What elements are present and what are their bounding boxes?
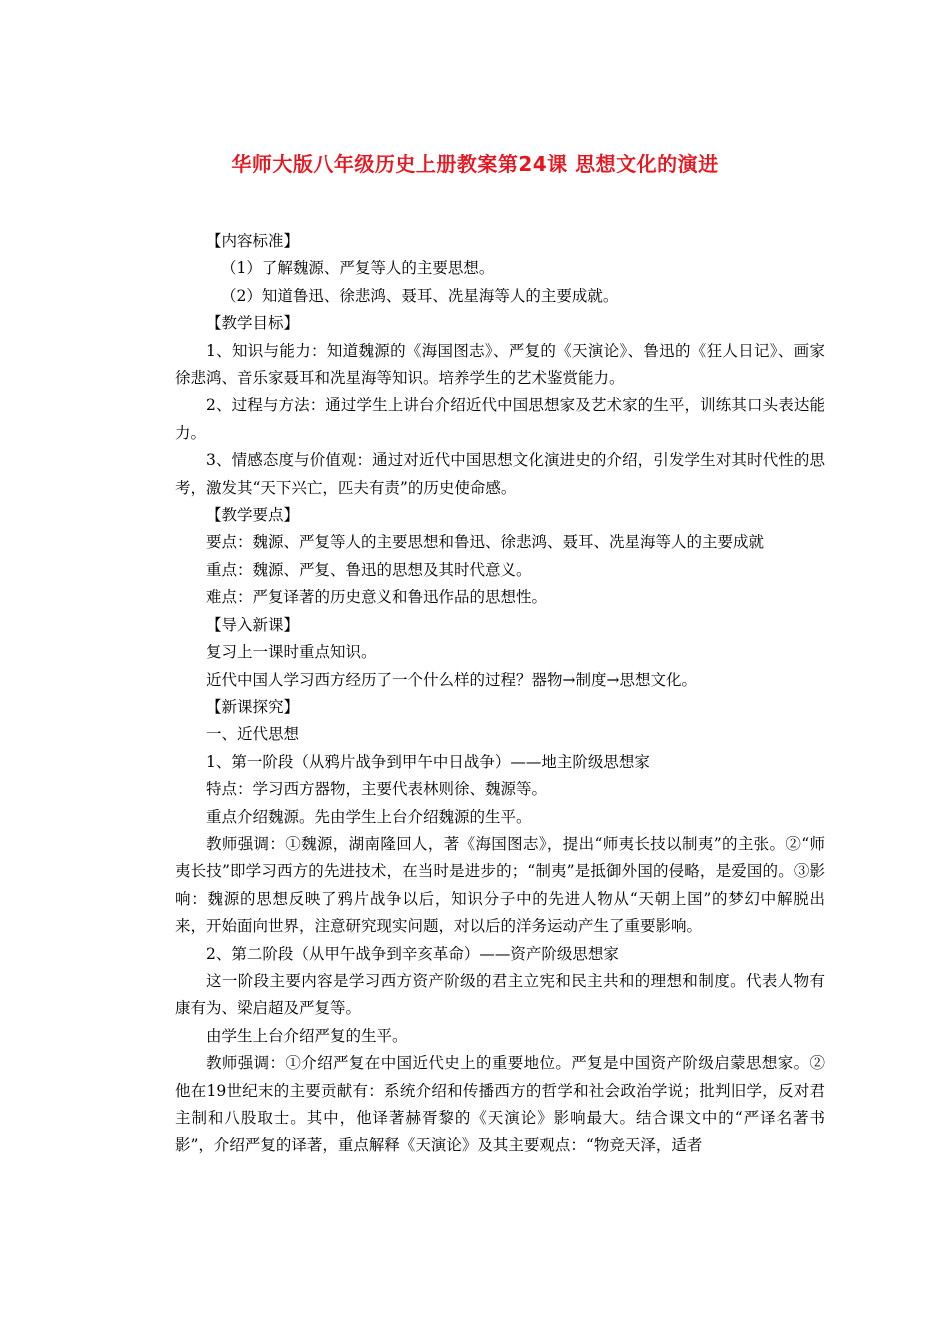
paragraph-line: 2、第二阶段（从甲午战争到辛亥革命）——资产阶级思想家 bbox=[206, 944, 619, 963]
paragraph-line: 教师强调：①介绍严复在中国近代史上的重要地位。严复是中国资产阶级启蒙思想家。②他在19世纪末的主要贡献有：系统介绍和传播西方的哲学和社会政治学说；批判旧学，反对君主制和八股取士。其中，他译著赫胥黎的《天演论》影响最大。结合课文中的“严译名著书影”，介绍严复的译著，重点解释《天演论》及其主要观点：“物竞天泽，适者 bbox=[175, 1054, 825, 1155]
paragraph-line: （1）了解魏源、严复等人的主要思想。 bbox=[221, 259, 495, 278]
paragraph-line: 【教学要点】 bbox=[206, 506, 300, 525]
paragraph-line: 1、第一阶段（从鸦片战争到甲午中日战争）——地主阶级思想家 bbox=[206, 752, 650, 771]
document-title: 华师大版八年级历史上册教案第24课 思想文化的演进 bbox=[231, 152, 719, 176]
paragraph-line: 重点介绍魏源。先由学生上台介绍魏源的生平。 bbox=[206, 807, 532, 826]
paragraph-line: 由学生上台介绍严复的生平。 bbox=[206, 1026, 408, 1045]
paragraph-line: （2）知道鲁迅、徐悲鸿、聂耳、冼星海等人的主要成就。 bbox=[221, 286, 619, 305]
paragraph-line: 这一阶段主要内容是学习西方资产阶级的君主立宪和民主共和的理想和制度。代表人物有康有为、梁启超及严复等。 bbox=[175, 971, 825, 1018]
paragraph-line: 特点：学习西方器物，主要代表林则徐、魏源等。 bbox=[206, 780, 548, 799]
paragraph-line: 难点：严复译著的历史意义和鲁迅作品的思想性。 bbox=[206, 588, 548, 607]
paragraph-line: 一、近代思想 bbox=[206, 725, 300, 744]
paragraph-line: 【导入新课】 bbox=[206, 615, 300, 634]
paragraph-line: 1、知识与能力：知道魏源的《海国图志》、严复的《天演论》、鲁迅的《狂人日记》、画家徐悲鸿、音乐家聂耳和冼星海等知识。培养学生的艺术鉴赏能力。 bbox=[175, 341, 825, 388]
paragraph-line: 重点：魏源、严复、鲁迅的思想及其时代意义。 bbox=[206, 560, 532, 579]
paragraph-line: 3、情感态度与价值观：通过对近代中国思想文化演进史的介绍，引发学生对其时代性的思考，激发其“天下兴亡，匹夫有责”的历史使命感。 bbox=[175, 451, 825, 497]
paragraph-line: 教师强调：①魏源，湖南隆回人，著《海国图志》，提出“师夷长技以制夷”的主张。②“师夷长技”即学习西方的先进技术，在当时是进步的；“制夷”是抵御外国的侵略，是爱国的。③影响：魏源的思想反映了鸦片战争以后，知识分子中的先进人物从“天朝上国”的梦幻中解脱出来，开始面向世界，注意研究现实问题，对以后的洋务运动产生了重要影响。 bbox=[175, 834, 825, 936]
paragraph-line: 复习上一课时重点知识。 bbox=[206, 643, 377, 662]
paragraph-line: 2、过程与方法：通过学生上讲台介绍近代中国思想家及艺术家的生平，训练其口头表达能力。 bbox=[175, 396, 825, 442]
document-body bbox=[175, 228, 825, 1160]
paragraph-line: 近代中国人学习西方经历了一个什么样的过程？器物→制度→思想文化。 bbox=[206, 670, 697, 689]
paragraph-line: 【教学目标】 bbox=[206, 314, 300, 333]
paragraph-line: 要点：魏源、严复等人的主要思想和鲁迅、徐悲鸿、聂耳、冼星海等人的主要成就 bbox=[206, 533, 765, 552]
paragraph-line: 【新课探究】 bbox=[206, 697, 300, 716]
paragraph-line: 【内容标准】 bbox=[206, 232, 300, 250]
